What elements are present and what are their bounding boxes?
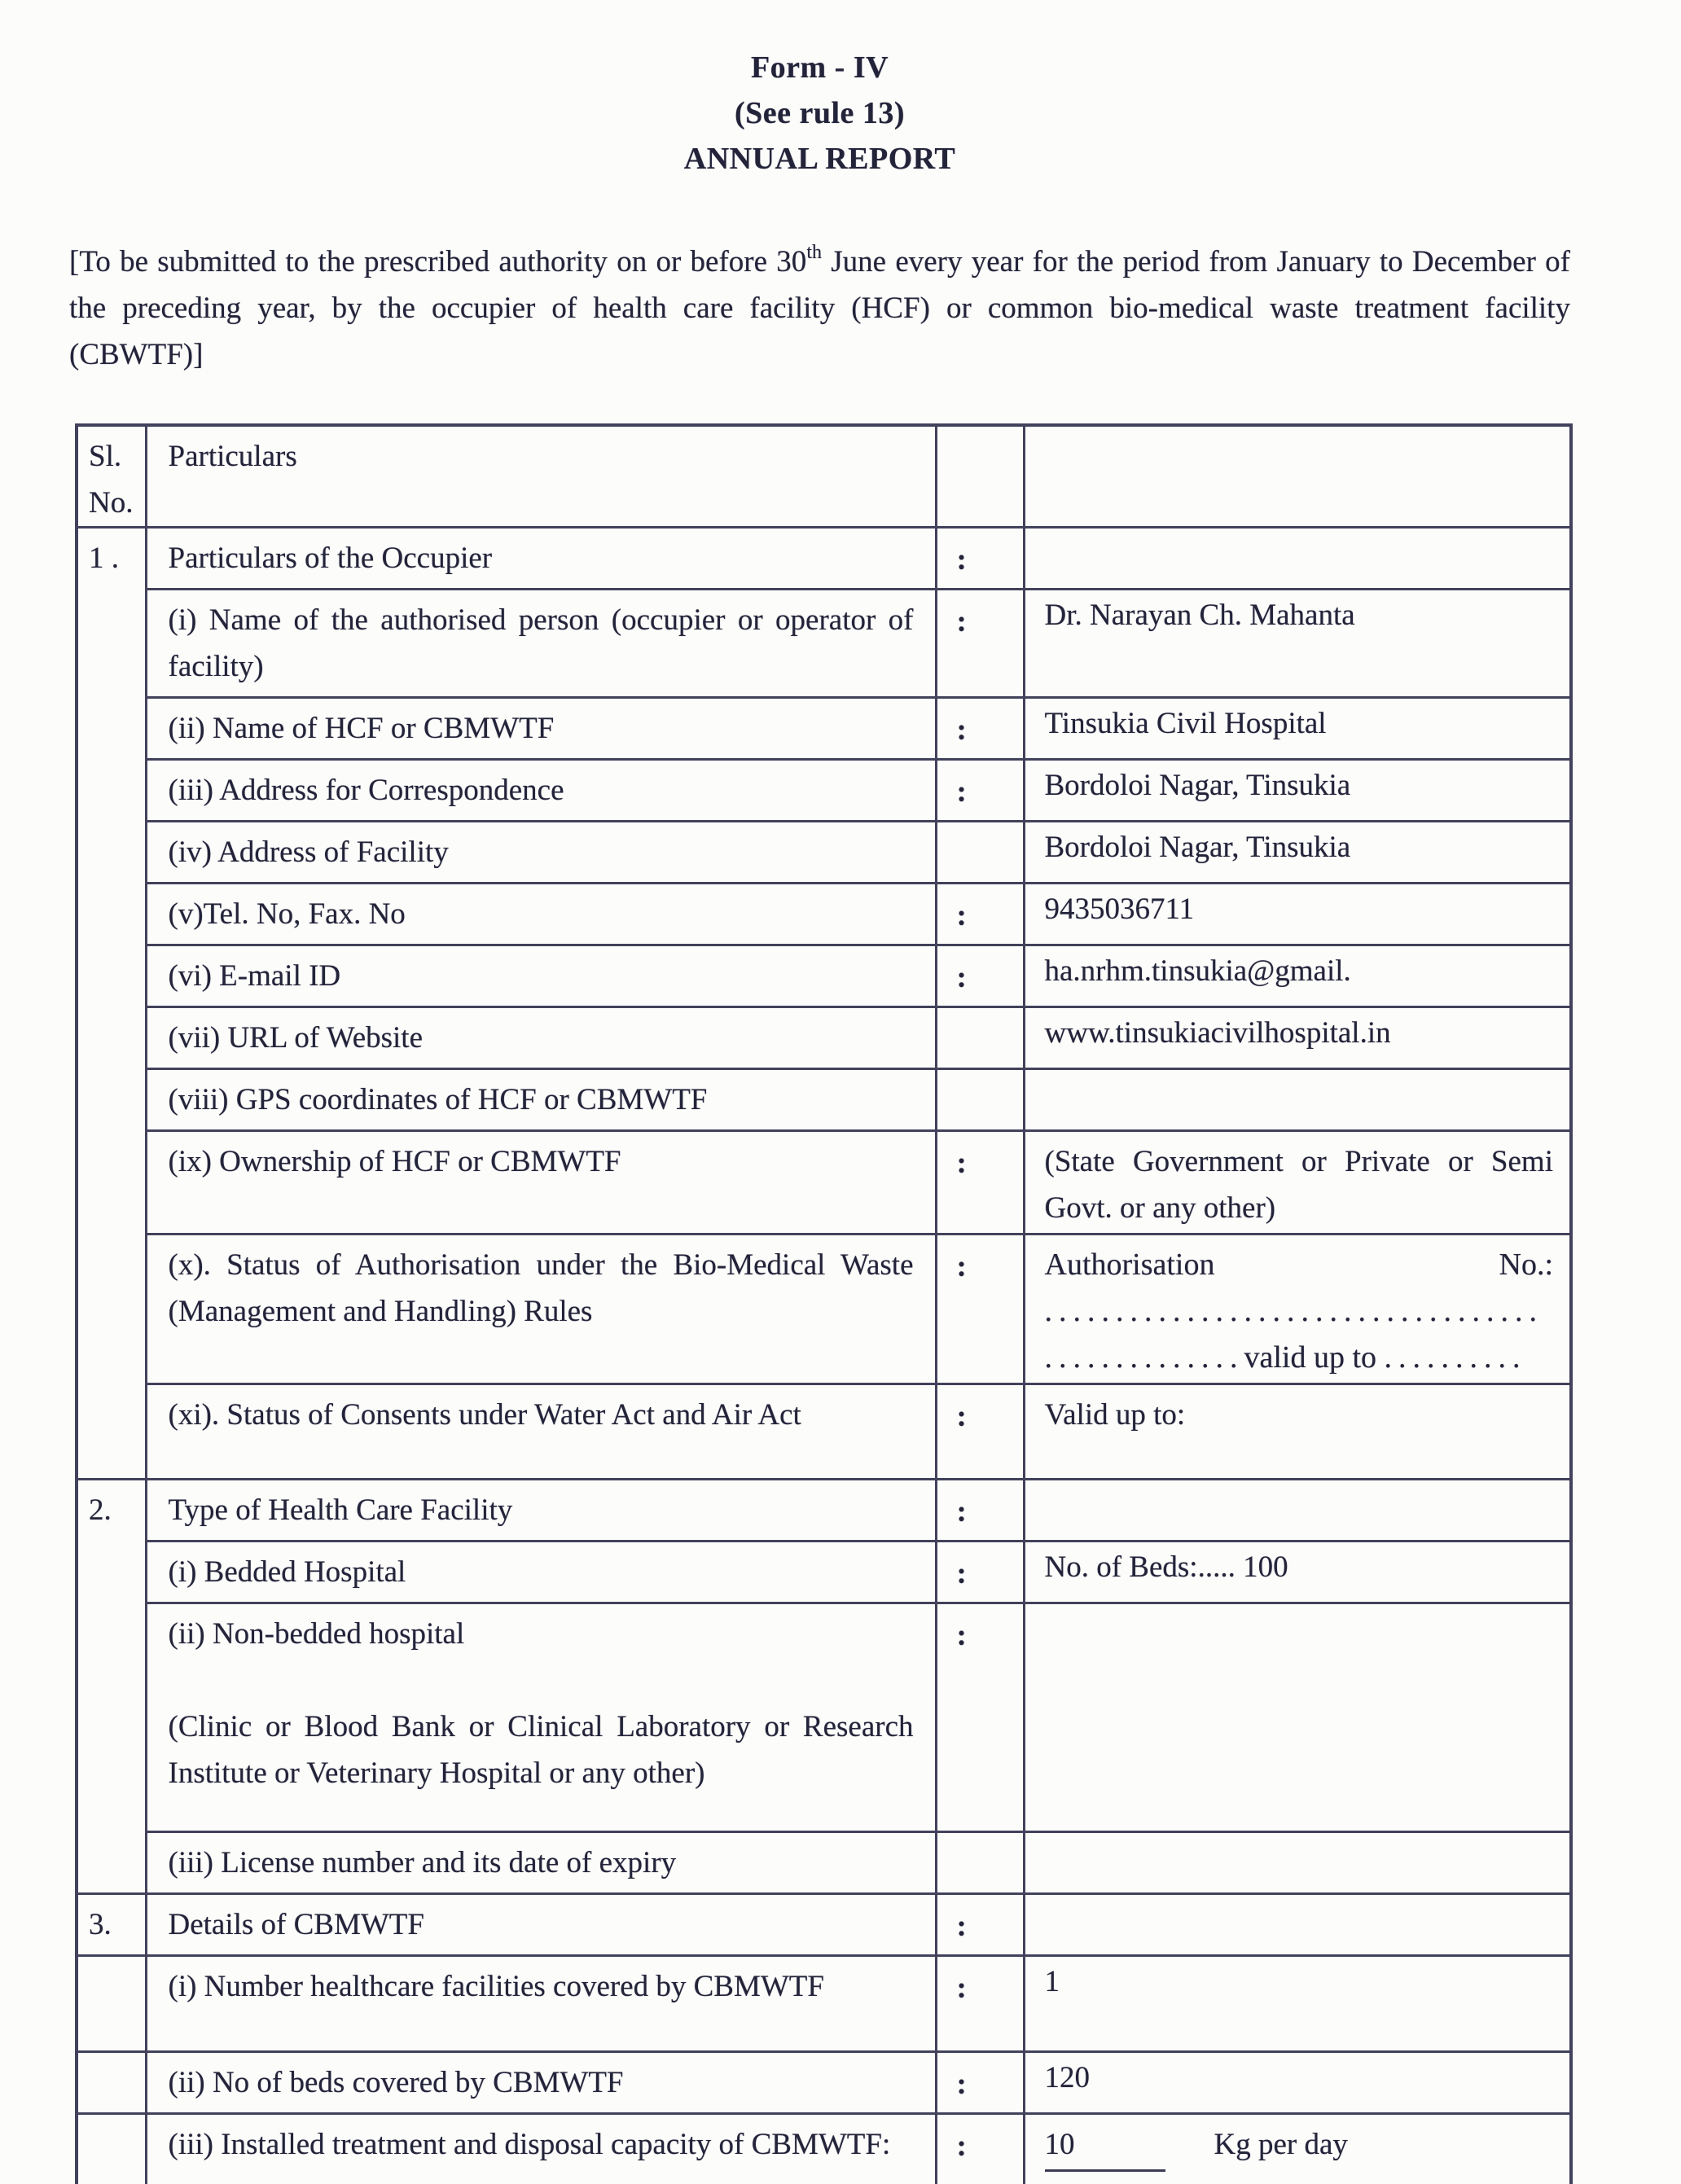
row-value: Tinsukia Civil Hospital bbox=[1024, 698, 1571, 760]
row-label-line1: (ii) Non-bedded hospital bbox=[168, 1617, 465, 1651]
row-value bbox=[1024, 2114, 1571, 2184]
row-value bbox=[1024, 1235, 1571, 1384]
table-row bbox=[77, 884, 1571, 945]
row-colon bbox=[936, 822, 1024, 884]
table-row bbox=[77, 2052, 1571, 2114]
row-colon: : bbox=[936, 1956, 1024, 2052]
row-label: (vi) E-mail ID bbox=[146, 945, 936, 1007]
table-row bbox=[77, 822, 1571, 884]
header-value-cell bbox=[1024, 425, 1571, 528]
row-label: (ix) Ownership of HCF or CBMWTF bbox=[146, 1131, 936, 1235]
header-sl-no-cell bbox=[77, 425, 146, 528]
table-row bbox=[77, 698, 1571, 760]
row-value bbox=[1024, 1069, 1571, 1131]
authorisation-number-line: Authorisation No.: bbox=[1044, 1248, 1553, 1282]
row-colon: : bbox=[936, 528, 1024, 590]
table-row bbox=[77, 1384, 1571, 1480]
row-value bbox=[1024, 528, 1571, 590]
row-value: www.tinsukiacivilhospital.in bbox=[1024, 1007, 1571, 1069]
row-serial bbox=[77, 2114, 146, 2184]
row-value: Dr. Narayan Ch. Mahanta bbox=[1024, 590, 1571, 698]
row-label: Details of CBMWTF bbox=[146, 1894, 936, 1956]
row-label: (iii) Installed treatment and disposal capacity of CBMWTF: bbox=[146, 2114, 936, 2184]
row-label: (viii) GPS coordinates of HCF or CBMWTF bbox=[146, 1069, 936, 1131]
row-label: (iii) License number and its date of expiry bbox=[146, 1832, 936, 1894]
row-label: (iii) Address for Correspondence bbox=[146, 760, 936, 822]
row-colon: : bbox=[936, 760, 1024, 822]
table-row bbox=[77, 1542, 1571, 1603]
row-colon: : bbox=[936, 590, 1024, 698]
table-row bbox=[77, 1956, 1571, 2052]
intro-text-end: June every year for the period from January to December of the preceding year, by the occupier of health care facility (HCF) or common bio-medical waste treatment facility (CBWTF)] bbox=[69, 245, 1571, 371]
row-serial bbox=[77, 2052, 146, 2114]
row-serial bbox=[77, 1956, 146, 2052]
row-value: ha.nrhm.tinsukia@gmail. bbox=[1024, 945, 1571, 1007]
form-number-title: Form - IV bbox=[750, 50, 889, 85]
table-row bbox=[77, 1069, 1571, 1131]
row-label: (i) Bedded Hospital bbox=[146, 1542, 936, 1603]
row-label: (iv) Address of Facility bbox=[146, 822, 936, 884]
header-colon-cell bbox=[936, 425, 1024, 528]
row-value bbox=[1024, 1480, 1571, 1542]
annual-report-table bbox=[75, 423, 1573, 2184]
row-colon: : bbox=[936, 1480, 1024, 1542]
table-row bbox=[77, 1007, 1571, 1069]
row-colon: : bbox=[936, 884, 1024, 945]
row-colon: : bbox=[936, 945, 1024, 1007]
intro-text-start: [To be submitted to the prescribed authority on or before 30 bbox=[69, 245, 807, 278]
row-serial: 3. bbox=[77, 1894, 146, 1956]
row-colon: : bbox=[936, 1542, 1024, 1603]
table-row bbox=[77, 1832, 1571, 1894]
row-value: Bordoloi Nagar, Tinsukia bbox=[1024, 760, 1571, 822]
row-colon: : bbox=[936, 1384, 1024, 1480]
row-colon bbox=[936, 1832, 1024, 1894]
row-label: (i) Name of the authorised person (occupier or operator of facility) bbox=[146, 590, 936, 698]
row-colon: : bbox=[936, 2052, 1024, 2114]
row-colon bbox=[936, 1069, 1024, 1131]
row-label: (ii) Name of HCF or CBMWTF bbox=[146, 698, 936, 760]
table-row bbox=[77, 945, 1571, 1007]
table-row bbox=[77, 590, 1571, 698]
row-label: Type of Health Care Facility bbox=[146, 1480, 936, 1542]
table-row bbox=[77, 760, 1571, 822]
row-value: 1 bbox=[1024, 1956, 1571, 2052]
table-header-row bbox=[77, 425, 1571, 528]
row-colon: : bbox=[936, 1894, 1024, 1956]
table-row bbox=[77, 1894, 1571, 1956]
table-row bbox=[77, 2114, 1571, 2184]
row-colon bbox=[936, 1007, 1024, 1069]
row-value: Valid up to: bbox=[1024, 1384, 1571, 1480]
row-label: (x). Status of Authorisation under the Bio-Medical Waste (Management and Handling) Rules bbox=[146, 1235, 936, 1384]
row-serial: 2. bbox=[77, 1480, 146, 1894]
header-sl-line2: No. bbox=[89, 486, 134, 520]
ordinal-superscript: th bbox=[806, 241, 822, 263]
valid-up-to-line: ..............valid up to .......... bbox=[1044, 1340, 1527, 1375]
row-colon: : bbox=[936, 2114, 1024, 2184]
header-sl-line1: Sl. bbox=[89, 440, 122, 473]
row-label: (ii) No of beds covered by CBMWTF bbox=[146, 2052, 936, 2114]
row-value: No. of Beds:..... 100 bbox=[1024, 1542, 1571, 1603]
row-value bbox=[1024, 1894, 1571, 1956]
row-value: Bordoloi Nagar, Tinsukia bbox=[1024, 822, 1571, 884]
row-value bbox=[1024, 1832, 1571, 1894]
submission-instructions bbox=[69, 239, 1570, 378]
table-row bbox=[77, 528, 1571, 590]
form-title-block bbox=[69, 0, 1570, 182]
row-label-line2: (Clinic or Blood Bank or Clinical Laboratory or Research Institute or Veterinary Hospital or any other) bbox=[168, 1710, 914, 1790]
capacity-value-underlined: 10 bbox=[1045, 2121, 1165, 2172]
row-value bbox=[1024, 1603, 1571, 1832]
row-colon: : bbox=[936, 698, 1024, 760]
row-label: Particulars of the Occupier bbox=[146, 528, 936, 590]
row-value: 120 bbox=[1024, 2052, 1571, 2114]
dotted-fill-line: ................................... bbox=[1044, 1294, 1543, 1328]
row-value: 9435036711 bbox=[1024, 884, 1571, 945]
row-label: (i) Number healthcare facilities covered by CBMWTF bbox=[146, 1956, 936, 2052]
row-colon: : bbox=[936, 1603, 1024, 1832]
row-label: (vii) URL of Website bbox=[146, 1007, 936, 1069]
capacity-unit: Kg per day bbox=[1214, 2128, 1348, 2161]
row-label: (v)Tel. No, Fax. No bbox=[146, 884, 936, 945]
header-particulars-cell: Particulars bbox=[146, 425, 936, 528]
row-colon: : bbox=[936, 1235, 1024, 1384]
row-value: (State Government or Private or Semi Govt. or any other) bbox=[1024, 1131, 1571, 1235]
table-row bbox=[77, 1480, 1571, 1542]
row-colon: : bbox=[936, 1131, 1024, 1235]
row-serial: 1 . bbox=[77, 528, 146, 1480]
table-row bbox=[77, 1235, 1571, 1384]
table-row bbox=[77, 1603, 1571, 1832]
form-rule-subtitle: (See rule 13) bbox=[734, 96, 906, 130]
table-row bbox=[77, 1131, 1571, 1235]
row-label bbox=[146, 1603, 936, 1832]
form-report-title: ANNUAL REPORT bbox=[683, 142, 956, 176]
row-label: (xi). Status of Consents under Water Act and Air Act bbox=[146, 1384, 936, 1480]
